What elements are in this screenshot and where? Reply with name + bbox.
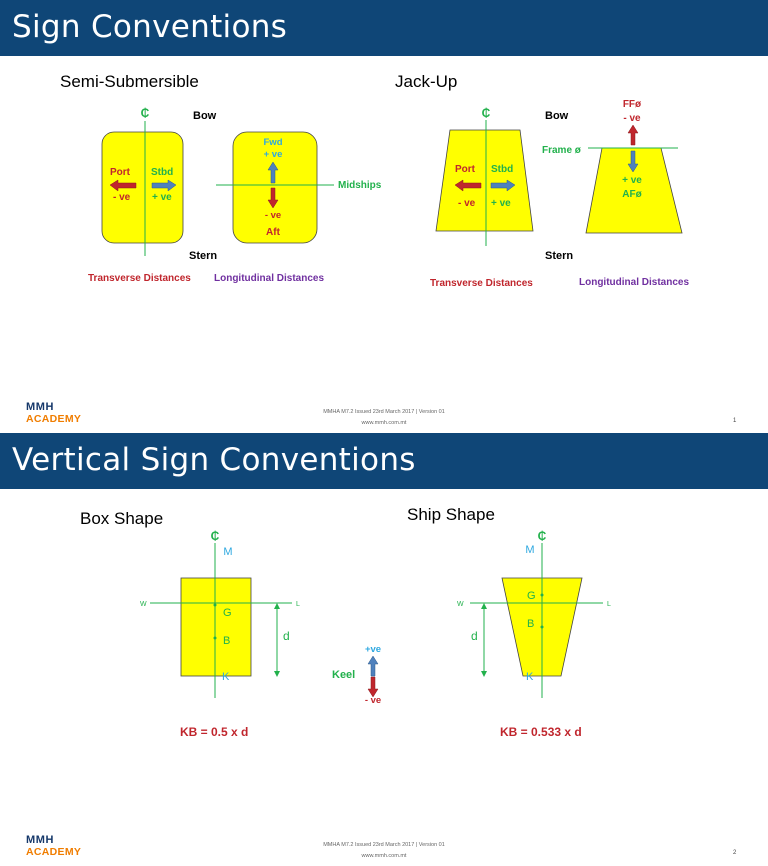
ship-centerline-symbol: ₵ <box>537 529 547 543</box>
keel-minus-sign: - ve <box>364 695 382 706</box>
semi-fwd-label: Fwd <box>263 137 283 148</box>
jack-stern-label: Stern <box>545 250 574 262</box>
mmh-academy-logo <box>26 834 86 858</box>
ship-shape-heading: Ship Shape <box>407 505 495 524</box>
ship-draft-bottom-arrow-icon <box>481 671 487 677</box>
footer-website: www.mmh.com.mt <box>361 420 407 426</box>
jack-ff-label: FFø <box>622 99 642 110</box>
box-w-label: W <box>140 601 147 608</box>
box-g-label: G <box>223 607 232 619</box>
semi-centerline-symbol: ₵ <box>140 106 150 120</box>
semi-port-sign: - ve <box>113 192 131 203</box>
jack-transverse-caption: Transverse Distances <box>430 278 533 289</box>
jack-ff-sign: - ve <box>623 113 641 124</box>
jack-port-sign: - ve <box>458 198 476 209</box>
jack-af-label: AFø <box>622 189 642 200</box>
semi-midships-label: Midships <box>338 180 382 191</box>
ship-d-label: d <box>471 629 478 643</box>
footer-issue-info: MMHA M7.2 Issued 23rd March 2017 | Version 01 <box>323 409 445 415</box>
jack-af-sign: + ve <box>622 175 642 186</box>
box-kb-formula: KB = 0.5 x d <box>180 725 249 739</box>
jack-centerline-symbol: ₵ <box>481 106 491 120</box>
box-g-point <box>214 604 217 607</box>
footer-issue-info: MMHA M7.2 Issued 23rd March 2017 | Version 01 <box>323 842 445 848</box>
box-hull <box>181 578 251 676</box>
semi-fwd-sign: + ve <box>263 149 283 160</box>
box-b-label: B <box>223 635 231 647</box>
ship-k-label: K <box>526 671 534 683</box>
ship-draft-top-arrow-icon <box>481 603 487 609</box>
jack-bow-label: Bow <box>545 110 569 122</box>
keel-up-arrow-icon <box>368 656 378 676</box>
footer-website: www.mmh.com.mt <box>361 853 407 859</box>
logo-academy-text: ACADEMY <box>26 846 82 858</box>
jack-stbd-label: Stbd <box>491 164 514 175</box>
jack-stbd-sign: + ve <box>491 198 511 209</box>
box-draft-bottom-arrow-icon <box>274 671 280 677</box>
jack-ff-arrow-icon <box>628 125 638 145</box>
slide-title: Vertical Sign Conventions <box>12 442 416 478</box>
ship-kb-formula: KB = 0.533 x d <box>500 725 582 739</box>
jack-transverse-hull <box>436 130 533 231</box>
semi-bow-label: Bow <box>193 110 217 122</box>
box-l-label: L <box>296 601 300 608</box>
mmh-academy-logo <box>26 401 86 425</box>
jack-port-label: Port <box>455 164 475 175</box>
semi-aft-sign: - ve <box>264 210 282 221</box>
ship-g-point <box>541 594 544 597</box>
semi-stern-label: Stern <box>189 250 218 262</box>
page-number: 2 <box>733 850 737 856</box>
vertical-convention-diagram <box>0 433 768 866</box>
page-number: 1 <box>733 418 737 424</box>
slide-vertical-sign-conventions <box>0 433 768 866</box>
logo-mmh-text: MMH <box>26 834 55 846</box>
jack-up-heading: Jack-Up <box>395 72 458 91</box>
box-b-point <box>214 637 217 640</box>
logo-mmh-text: MMH <box>26 401 55 413</box>
logo-academy-text: ACADEMY <box>26 413 82 425</box>
semi-stbd-label: Stbd <box>151 167 174 178</box>
box-draft-top-arrow-icon <box>274 603 280 609</box>
box-d-label: d <box>283 629 290 643</box>
jack-longitudinal-caption: Longitudinal Distances <box>579 277 690 288</box>
semi-transverse-caption: Transverse Distances <box>88 273 191 284</box>
semi-submersible-heading: Semi-Submersible <box>60 72 199 91</box>
keel-down-arrow-icon <box>368 677 378 697</box>
box-shape-heading: Box Shape <box>80 509 164 528</box>
semi-longitudinal-caption: Longitudinal Distances <box>214 273 325 284</box>
semi-port-label: Port <box>110 167 130 178</box>
box-k-label: K <box>222 671 230 683</box>
box-centerline-symbol: ₵ <box>210 529 220 543</box>
semi-stbd-sign: + ve <box>152 192 172 203</box>
keel-label: Keel <box>332 669 356 681</box>
slide-title: Sign Conventions <box>12 9 288 45</box>
ship-m-label: M <box>525 544 535 556</box>
jack-frame-label: Frame ø <box>542 145 581 156</box>
ship-b-point <box>541 626 544 629</box>
semi-aft-label: Aft <box>266 227 280 238</box>
ship-g-label: G <box>527 590 536 602</box>
ship-b-label: B <box>527 618 535 630</box>
box-m-label: M <box>223 546 233 558</box>
ship-w-label: W <box>457 601 464 608</box>
ship-l-label: L <box>607 601 611 608</box>
keel-plus-sign: +ve <box>364 644 382 655</box>
